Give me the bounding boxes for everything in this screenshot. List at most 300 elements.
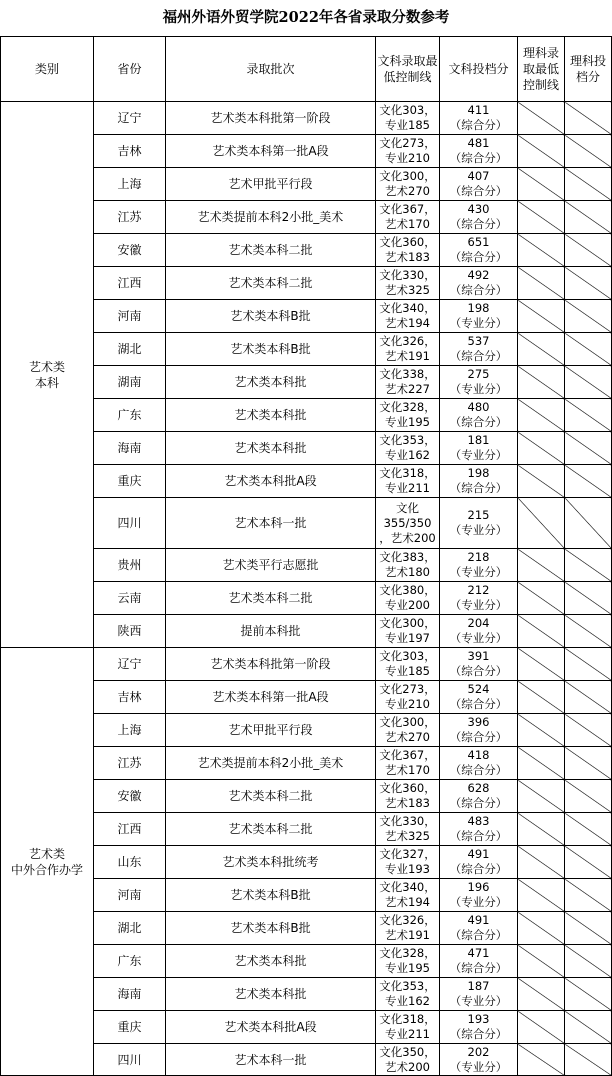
wen-score-cell <box>440 912 518 945</box>
li-score-empty-cell <box>565 582 612 615</box>
wen-min-line-cell-line: 专业210 <box>385 151 430 165</box>
li-min-line-empty-cell <box>518 498 565 549</box>
wen-min-line-cell-line: 艺术180 <box>385 565 430 579</box>
wen-min-line-cell-line: 文化328， <box>379 400 436 414</box>
province-cell: 山东 <box>94 846 166 879</box>
wen-score-cell <box>440 978 518 1011</box>
header-category: 类别 <box>1 37 94 102</box>
wen-score-cell <box>440 1011 518 1044</box>
wen-min-line-cell-line: 艺术325 <box>385 283 430 297</box>
batch-cell: 艺术类本科二批 <box>166 267 376 300</box>
wen-min-line-cell <box>376 432 440 465</box>
wen-score-cell <box>440 267 518 300</box>
li-min-line-empty-cell <box>518 747 565 780</box>
batch-cell: 艺术类本科第一批A段 <box>166 681 376 714</box>
wen-score-cell-line: （综合分） <box>449 763 508 777</box>
wen-score-cell <box>440 747 518 780</box>
batch-cell: 艺术类本科批 <box>166 399 376 432</box>
province-cell: 辽宁 <box>94 648 166 681</box>
li-score-empty-cell <box>565 945 612 978</box>
li-score-empty-cell <box>565 681 612 714</box>
li-min-line-empty-cell <box>518 879 565 912</box>
wen-min-line-cell <box>376 267 440 300</box>
wen-score-cell-line: 628 <box>467 781 490 795</box>
li-score-empty-cell <box>565 366 612 399</box>
wen-min-line-cell-line: 文化326， <box>379 334 436 348</box>
category-cell <box>1 102 94 648</box>
li-min-line-empty-cell <box>518 945 565 978</box>
wen-min-line-cell <box>376 582 440 615</box>
li-score-empty-cell <box>565 615 612 648</box>
province-cell: 云南 <box>94 582 166 615</box>
wen-score-cell <box>440 846 518 879</box>
wen-min-line-cell-line: 艺术227 <box>385 382 430 396</box>
li-min-line-empty-cell <box>518 1044 565 1076</box>
province-cell: 陕西 <box>94 615 166 648</box>
wen-min-line-cell-line: 文化367， <box>379 748 436 762</box>
header-li-min-line: 理科录取最低控制线 <box>518 37 565 102</box>
wen-min-line-cell-line: 专业211 <box>385 481 430 495</box>
li-min-line-empty-cell <box>518 201 565 234</box>
wen-score-cell <box>440 201 518 234</box>
province-cell: 河南 <box>94 300 166 333</box>
province-cell: 广东 <box>94 399 166 432</box>
wen-min-line-cell <box>376 300 440 333</box>
wen-min-line-cell <box>376 912 440 945</box>
wen-min-line-cell <box>376 615 440 648</box>
wen-min-line-cell-line: 专业200 <box>385 598 430 612</box>
wen-min-line-cell-line: 艺术194 <box>385 895 430 909</box>
wen-min-line-cell <box>376 978 440 1011</box>
wen-min-line-cell-line: 艺术191 <box>385 349 430 363</box>
province-cell: 江西 <box>94 813 166 846</box>
li-min-line-empty-cell <box>518 465 565 498</box>
wen-min-line-cell-line: 文化340， <box>379 880 436 894</box>
wen-score-cell-line: （综合分） <box>449 1027 508 1041</box>
wen-min-line-cell <box>376 234 440 267</box>
li-score-empty-cell <box>565 234 612 267</box>
header-li-score: 理科投档分 <box>565 37 612 102</box>
province-cell: 湖南 <box>94 366 166 399</box>
wen-score-cell <box>440 714 518 747</box>
wen-score-cell-line: （专业分） <box>449 382 508 396</box>
wen-min-line-cell-line: 专业211 <box>385 1027 430 1041</box>
wen-min-line-cell-line: 文化300， <box>379 169 436 183</box>
wen-min-line-cell-line: 专业210 <box>385 697 430 711</box>
header-province: 省份 <box>94 37 166 102</box>
wen-min-line-cell-line: 文化328， <box>379 946 436 960</box>
wen-score-cell-line: 275 <box>467 367 490 381</box>
li-min-line-empty-cell <box>518 432 565 465</box>
wen-min-line-cell <box>376 1044 440 1076</box>
li-min-line-empty-cell <box>518 846 565 879</box>
province-cell: 上海 <box>94 714 166 747</box>
wen-score-cell-line: 407 <box>467 169 490 183</box>
wen-score-cell <box>440 780 518 813</box>
wen-score-cell-line: （专业分） <box>449 1059 508 1074</box>
wen-score-cell <box>440 549 518 582</box>
wen-score-cell-line: （综合分） <box>449 730 508 744</box>
wen-min-line-cell-line: 文化330， <box>379 814 436 828</box>
wen-min-line-cell-line: 艺术200 <box>385 1059 430 1074</box>
wen-score-cell-line: 215 <box>467 508 490 522</box>
wen-score-cell-line: （综合分） <box>449 664 508 678</box>
batch-cell: 艺术类本科B批 <box>166 333 376 366</box>
wen-score-cell-line: 537 <box>467 334 490 348</box>
wen-score-cell-line: 391 <box>467 649 490 663</box>
li-score-empty-cell <box>565 714 612 747</box>
province-cell: 湖北 <box>94 333 166 366</box>
wen-score-cell-line: （专业分） <box>449 598 508 612</box>
wen-score-cell-line: 196 <box>467 880 490 894</box>
wen-min-line-cell-line: 文化303， <box>379 103 436 117</box>
wen-min-line-cell-line: 文化273， <box>379 682 436 696</box>
province-cell: 江苏 <box>94 201 166 234</box>
wen-min-line-cell-line: 艺术191 <box>385 928 430 942</box>
li-min-line-empty-cell <box>518 912 565 945</box>
wen-score-cell <box>440 234 518 267</box>
province-cell: 辽宁 <box>94 102 166 135</box>
li-min-line-empty-cell <box>518 714 565 747</box>
batch-cell: 艺术类本科二批 <box>166 582 376 615</box>
province-cell: 四川 <box>94 498 166 549</box>
wen-score-cell-line: 198 <box>467 466 490 480</box>
li-min-line-empty-cell <box>518 366 565 399</box>
wen-min-line-cell-line: 文化367， <box>379 202 436 216</box>
wen-min-line-cell <box>376 846 440 879</box>
wen-min-line-cell-line: 艺术183 <box>385 250 430 264</box>
province-cell: 安徽 <box>94 234 166 267</box>
li-score-empty-cell <box>565 432 612 465</box>
batch-cell: 艺术类本科批第一阶段 <box>166 648 376 681</box>
wen-score-cell-line: （综合分） <box>449 184 508 198</box>
li-min-line-empty-cell <box>518 102 565 135</box>
wen-score-cell-line: 481 <box>467 136 490 150</box>
wen-min-line-cell-line: 355/350 <box>383 515 432 530</box>
li-min-line-empty-cell <box>518 813 565 846</box>
province-cell: 河南 <box>94 879 166 912</box>
wen-score-cell-line: 430 <box>467 202 490 216</box>
table-row <box>1 102 612 135</box>
li-score-empty-cell <box>565 846 612 879</box>
li-score-empty-cell <box>565 813 612 846</box>
li-min-line-empty-cell <box>518 135 565 168</box>
wen-min-line-cell-line: 专业162 <box>385 994 430 1008</box>
li-score-empty-cell <box>565 168 612 201</box>
wen-score-cell-line: （综合分） <box>449 283 508 297</box>
wen-score-cell-line: 651 <box>467 235 490 249</box>
batch-cell: 艺术类本科批第一阶段 <box>166 102 376 135</box>
admission-score-table <box>0 36 612 1076</box>
wen-score-cell-line: 491 <box>467 847 490 861</box>
wen-min-line-cell-line: 文化360， <box>379 235 436 249</box>
wen-score-cell-line: 396 <box>467 715 490 729</box>
header-wen-score: 文科投档分 <box>440 37 518 102</box>
batch-cell: 艺术类本科B批 <box>166 300 376 333</box>
page-title: 福州外语外贸学院2022年各省录取分数参考 <box>162 9 450 26</box>
wen-score-cell-line: 411 <box>467 103 490 117</box>
wen-score-cell-line: （综合分） <box>449 697 508 711</box>
wen-score-cell <box>440 945 518 978</box>
province-cell: 上海 <box>94 168 166 201</box>
wen-score-cell-line: 480 <box>467 400 490 414</box>
province-cell: 海南 <box>94 432 166 465</box>
wen-score-cell-line: 204 <box>467 616 490 630</box>
wen-score-cell-line: （专业分） <box>449 631 508 645</box>
wen-min-line-cell-line: 文化273， <box>379 136 436 150</box>
li-min-line-empty-cell <box>518 615 565 648</box>
wen-score-cell <box>440 465 518 498</box>
wen-score-cell <box>440 333 518 366</box>
province-cell: 江苏 <box>94 747 166 780</box>
wen-min-line-cell <box>376 168 440 201</box>
li-score-empty-cell <box>565 498 612 549</box>
wen-score-cell-line: 524 <box>467 682 490 696</box>
wen-score-cell-line: 491 <box>467 913 490 927</box>
batch-cell: 艺术类提前本科2小批_美术 <box>166 201 376 234</box>
batch-cell: 艺术类本科批统考 <box>166 846 376 879</box>
wen-score-cell-line: 483 <box>467 814 490 828</box>
wen-min-line-cell-line: 文化353， <box>379 979 436 993</box>
wen-score-cell <box>440 648 518 681</box>
wen-score-cell-line: 492 <box>467 268 490 282</box>
li-score-empty-cell <box>565 102 612 135</box>
province-cell: 四川 <box>94 1044 166 1076</box>
category-cell-line: 艺术类 <box>28 846 65 861</box>
wen-min-line-cell-line: 专业197 <box>385 631 430 645</box>
wen-min-line-cell <box>376 465 440 498</box>
li-score-empty-cell <box>565 549 612 582</box>
wen-min-line-cell <box>376 1011 440 1044</box>
wen-min-line-cell <box>376 747 440 780</box>
batch-cell: 艺术类本科批A段 <box>166 465 376 498</box>
wen-score-cell-line: （综合分） <box>449 118 508 132</box>
wen-min-line-cell <box>376 945 440 978</box>
wen-min-line-cell-line: 文化 <box>396 500 419 515</box>
wen-min-line-cell-line: 文化300， <box>379 715 436 729</box>
li-min-line-empty-cell <box>518 780 565 813</box>
li-score-empty-cell <box>565 399 612 432</box>
province-cell: 重庆 <box>94 465 166 498</box>
wen-min-line-cell-line: 专业162 <box>385 448 430 462</box>
province-cell: 湖北 <box>94 912 166 945</box>
li-min-line-empty-cell <box>518 978 565 1011</box>
wen-score-cell <box>440 366 518 399</box>
wen-min-line-cell-line: 艺术270 <box>385 184 430 198</box>
li-score-empty-cell <box>565 978 612 1011</box>
batch-cell: 艺术本科一批 <box>166 498 376 549</box>
wen-min-line-cell-line: 艺术270 <box>385 730 430 744</box>
wen-score-cell-line: （综合分） <box>449 928 508 942</box>
li-min-line-empty-cell <box>518 648 565 681</box>
batch-cell: 艺术类本科批 <box>166 366 376 399</box>
wen-min-line-cell-line: 文化340， <box>379 301 436 315</box>
wen-score-cell <box>440 102 518 135</box>
batch-cell: 艺术类本科二批 <box>166 234 376 267</box>
li-min-line-empty-cell <box>518 681 565 714</box>
wen-min-line-cell-line: 艺术325 <box>385 829 430 843</box>
wen-score-cell <box>440 135 518 168</box>
wen-score-cell-line: （专业分） <box>449 448 508 462</box>
batch-cell: 艺术类提前本科2小批_美术 <box>166 747 376 780</box>
wen-min-line-cell <box>376 399 440 432</box>
batch-cell: 艺术类平行志愿批 <box>166 549 376 582</box>
wen-min-line-cell <box>376 681 440 714</box>
batch-cell: 艺术类本科第一批A段 <box>166 135 376 168</box>
li-min-line-empty-cell <box>518 267 565 300</box>
wen-min-line-cell-line: 文化330， <box>379 268 436 282</box>
wen-min-line-cell <box>376 780 440 813</box>
header-row <box>1 37 612 102</box>
category-cell-line: 中外合作办学 <box>10 862 83 877</box>
wen-score-cell-line: （综合分） <box>449 151 508 165</box>
wen-score-cell-line: 471 <box>467 946 490 960</box>
wen-score-cell-line: 212 <box>467 583 490 597</box>
wen-score-cell-line: 187 <box>467 979 490 993</box>
li-min-line-empty-cell <box>518 1011 565 1044</box>
wen-score-cell-line: （综合分） <box>449 829 508 843</box>
wen-min-line-cell-line: 艺术183 <box>385 796 430 810</box>
wen-score-cell-line: （综合分） <box>449 349 508 363</box>
wen-min-line-cell-line: 艺术170 <box>385 217 430 231</box>
wen-score-cell-line: （专业分） <box>449 316 508 330</box>
province-cell: 贵州 <box>94 549 166 582</box>
li-score-empty-cell <box>565 747 612 780</box>
wen-score-cell-line: （综合分） <box>449 217 508 231</box>
li-min-line-empty-cell <box>518 333 565 366</box>
province-cell: 江西 <box>94 267 166 300</box>
wen-score-cell <box>440 879 518 912</box>
wen-score-cell-line: （综合分） <box>449 415 508 429</box>
li-min-line-empty-cell <box>518 234 565 267</box>
batch-cell: 艺术类本科B批 <box>166 879 376 912</box>
li-min-line-empty-cell <box>518 549 565 582</box>
wen-score-cell <box>440 432 518 465</box>
wen-score-cell-line: （综合分） <box>449 862 508 876</box>
wen-score-cell <box>440 1044 518 1076</box>
wen-score-cell-line: （专业分） <box>449 895 508 909</box>
table-body <box>1 102 612 1076</box>
li-score-empty-cell <box>565 201 612 234</box>
wen-min-line-cell-line: 专业195 <box>385 415 430 429</box>
batch-cell: 艺术类本科二批 <box>166 780 376 813</box>
batch-cell: 艺术甲批平行段 <box>166 168 376 201</box>
wen-score-cell-line: （综合分） <box>449 250 508 264</box>
batch-cell: 艺术甲批平行段 <box>166 714 376 747</box>
wen-min-line-cell-line: 专业185 <box>385 118 430 132</box>
wen-min-line-cell-line: ，艺术200 <box>379 530 436 545</box>
wen-min-line-cell-line: 文化360， <box>379 781 436 795</box>
wen-min-line-cell-line: 文化300， <box>379 616 436 630</box>
wen-score-cell-line: （专业分） <box>449 994 508 1008</box>
batch-cell: 艺术本科一批 <box>166 1044 376 1076</box>
wen-score-cell <box>440 582 518 615</box>
li-score-empty-cell <box>565 648 612 681</box>
wen-min-line-cell <box>376 714 440 747</box>
li-score-empty-cell <box>565 1011 612 1044</box>
wen-min-line-cell-line: 专业195 <box>385 961 430 975</box>
li-score-empty-cell <box>565 1044 612 1076</box>
batch-cell: 提前本科批 <box>166 615 376 648</box>
li-min-line-empty-cell <box>518 582 565 615</box>
header-wen-min-line: 文科录取最低控制线 <box>376 37 440 102</box>
category-cell-line: 本科 <box>34 375 59 390</box>
wen-min-line-cell-line: 文化327， <box>379 847 436 861</box>
wen-min-line-cell-line: 艺术194 <box>385 316 430 330</box>
li-score-empty-cell <box>565 465 612 498</box>
wen-score-cell-line: 198 <box>467 301 490 315</box>
wen-score-cell-line: 218 <box>467 550 490 564</box>
wen-score-cell <box>440 498 518 549</box>
wen-min-line-cell <box>376 102 440 135</box>
wen-min-line-cell-line: 文化326， <box>379 913 436 927</box>
wen-min-line-cell-line: 文化338， <box>379 367 436 381</box>
wen-min-line-cell-line: 文化383， <box>379 550 436 564</box>
wen-score-cell <box>440 168 518 201</box>
li-score-empty-cell <box>565 912 612 945</box>
batch-cell: 艺术类本科B批 <box>166 912 376 945</box>
li-score-empty-cell <box>565 879 612 912</box>
wen-min-line-cell <box>376 366 440 399</box>
batch-cell: 艺术类本科批 <box>166 978 376 1011</box>
wen-score-cell <box>440 813 518 846</box>
li-score-empty-cell <box>565 780 612 813</box>
wen-score-cell <box>440 615 518 648</box>
wen-score-cell <box>440 681 518 714</box>
wen-score-cell-line: 193 <box>467 1012 490 1026</box>
province-cell: 吉林 <box>94 135 166 168</box>
wen-score-cell-line: （综合分） <box>449 961 508 975</box>
wen-min-line-cell-line: 文化350， <box>379 1044 436 1059</box>
province-cell: 重庆 <box>94 1011 166 1044</box>
province-cell: 吉林 <box>94 681 166 714</box>
table-row <box>1 648 612 681</box>
wen-min-line-cell-line: 艺术170 <box>385 763 430 777</box>
wen-min-line-cell-line: 专业193 <box>385 862 430 876</box>
li-score-empty-cell <box>565 135 612 168</box>
wen-min-line-cell-line: 文化318， <box>379 1012 436 1026</box>
li-score-empty-cell <box>565 333 612 366</box>
wen-score-cell <box>440 300 518 333</box>
li-min-line-empty-cell <box>518 300 565 333</box>
wen-score-cell-line: 418 <box>467 748 490 762</box>
header-batch: 录取批次 <box>166 37 376 102</box>
wen-min-line-cell-line: 文化303， <box>379 649 436 663</box>
province-cell: 广东 <box>94 945 166 978</box>
li-min-line-empty-cell <box>518 399 565 432</box>
wen-score-cell-line: 202 <box>467 1044 490 1059</box>
category-cell <box>1 648 94 1076</box>
category-cell-line: 艺术类 <box>28 359 65 374</box>
province-cell: 安徽 <box>94 780 166 813</box>
batch-cell: 艺术类本科批 <box>166 432 376 465</box>
batch-cell: 艺术类本科批A段 <box>166 1011 376 1044</box>
wen-score-cell-line: （专业分） <box>449 523 508 537</box>
province-cell: 海南 <box>94 978 166 1011</box>
wen-score-cell-line: （专业分） <box>449 565 508 579</box>
wen-min-line-cell-line: 专业185 <box>385 664 430 678</box>
wen-min-line-cell <box>376 201 440 234</box>
wen-min-line-cell <box>376 498 440 549</box>
li-score-empty-cell <box>565 300 612 333</box>
wen-min-line-cell <box>376 333 440 366</box>
wen-min-line-cell-line: 文化353， <box>379 433 436 447</box>
wen-score-cell-line: （综合分） <box>449 796 508 810</box>
wen-score-cell-line: （综合分） <box>449 481 508 495</box>
li-score-empty-cell <box>565 267 612 300</box>
wen-min-line-cell <box>376 813 440 846</box>
wen-min-line-cell-line: 文化318， <box>379 466 436 480</box>
